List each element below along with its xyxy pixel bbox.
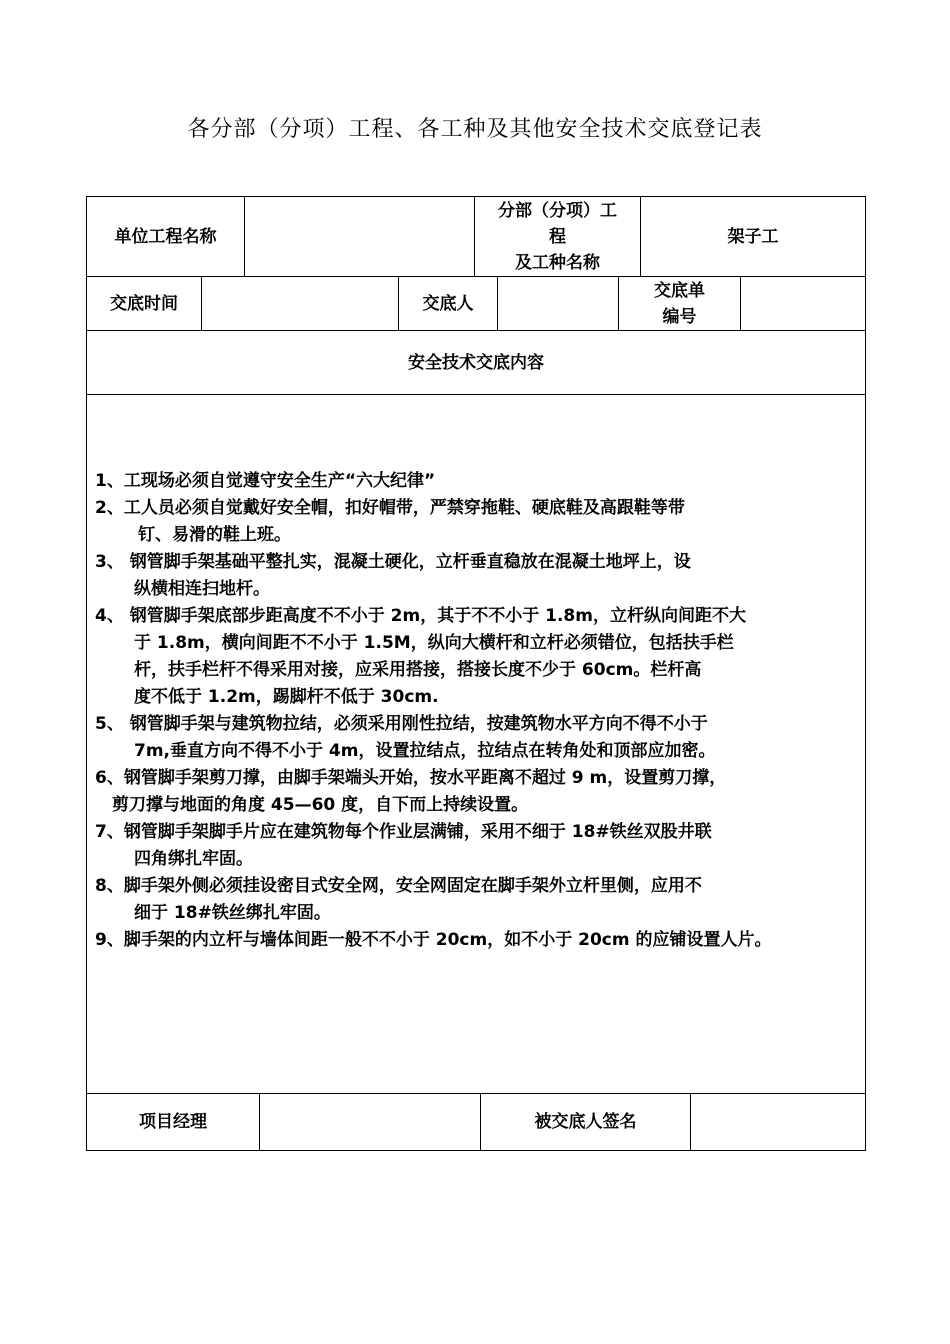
section-header: 安全技术交底内容: [408, 352, 544, 373]
item-line: 杆，扶手栏杆不得采用对接，应采用搭接，搭接长度不少于 60cm。栏杆高: [134, 660, 702, 680]
project-name-label: 单位工程名称: [114, 226, 217, 247]
subproject-label-line: 及工种名称: [515, 252, 600, 273]
row-divider: [87, 394, 865, 395]
item-line: 2、工人员必须自觉戴好安全帽，扣好帽带，严禁穿拖鞋、硬底鞋及高跟鞋等带: [95, 498, 685, 518]
disclosure-table: [86, 196, 866, 1151]
item-line: 细于 18#铁丝绑扎牢固。: [134, 903, 331, 923]
item-line: 纵横相连扫地杆。: [134, 579, 270, 599]
item-line: 3、 钢管脚手架基础平整扎实，混凝土硬化，立杆垂直稳放在混凝土地坪上，设: [95, 552, 691, 572]
project-manager-label: 项目经理: [139, 1112, 207, 1132]
page-title: 各分部（分项）工程、各工种及其他安全技术交底登记表: [187, 117, 763, 142]
disclosure-content: [95, 468, 860, 954]
disclosure-number-label-line: 交底单: [654, 280, 705, 301]
disclosure-number-label-line: 编号: [662, 306, 697, 327]
subproject-value[interactable]: 架子工: [727, 226, 779, 247]
item-line: 剪刀撑与地面的角度 45—60 度，自下而上持续设置。: [112, 795, 529, 815]
list-item: [95, 927, 860, 954]
item-line: 6、钢管脚手架剪刀撑，由脚手架端头开始，按水平距离不超过 9 m，设置剪刀撑，: [95, 768, 727, 788]
item-line: 于 1.8m，横向间距不不小于 1.5M，纵向大横杆和立杆必须错位，包括扶手栏: [134, 633, 734, 653]
item-line: 7、钢管脚手架脚手片应在建筑物每个作业层满铺，采用不细于 18#铁丝双股井联: [95, 822, 712, 842]
item-line: 四角绑扎牢固。: [134, 849, 253, 869]
project-name-value[interactable]: [245, 197, 474, 276]
item-line: 4、 钢管脚手架底部步距高度不不小于 2m，其于不不小于 1.8m，立杆纵向间距不大: [95, 606, 746, 626]
item-line: 7m,垂直方向不得不小于 4m，设置拉结点，拉结点在转角处和顶部应加密。: [134, 741, 716, 761]
recipient-signature-value[interactable]: [691, 1094, 865, 1150]
discloser-value[interactable]: [498, 277, 618, 330]
list-item: [95, 873, 860, 927]
subproject-label-line: 分部（分项）工: [498, 200, 617, 221]
list-item: [95, 711, 860, 765]
list-item: [95, 495, 860, 549]
item-line: 9、脚手架的内立杆与墙体间距一般不不小于 20cm，如不小于 20cm 的应铺设置人片。: [95, 930, 772, 950]
recipient-signature-label: 被交底人签名: [534, 1112, 637, 1132]
disclosure-time-value[interactable]: [202, 277, 398, 330]
disclosure-number-label: [619, 277, 740, 330]
discloser-label: 交底人: [422, 293, 474, 314]
item-line: 度不低于 1.2m，踢脚杆不低于 30cm.: [134, 687, 439, 707]
item-line: 钉、易滑的鞋上班。: [138, 525, 291, 545]
item-line: 8、脚手架外侧必须挂设密目式安全网，安全网固定在脚手架外立杆里侧，应用不: [95, 876, 702, 896]
list-item: [95, 765, 860, 819]
list-item: [95, 819, 860, 873]
list-item: [95, 549, 860, 603]
project-manager-value[interactable]: [260, 1094, 480, 1150]
disclosure-time-label: 交底时间: [110, 293, 178, 314]
item-line: 1、工现场必须自觉遵守安全生产“六大纪律”: [95, 471, 436, 491]
subproject-label: [475, 197, 640, 276]
list-item: [95, 603, 860, 711]
subproject-label-line: 程: [549, 226, 566, 247]
disclosure-number-value[interactable]: [741, 277, 865, 330]
item-line: 5、 钢管脚手架与建筑物拉结，必须采用刚性拉结，按建筑物水平方向不得不小于: [95, 714, 708, 734]
list-item: [95, 468, 860, 495]
